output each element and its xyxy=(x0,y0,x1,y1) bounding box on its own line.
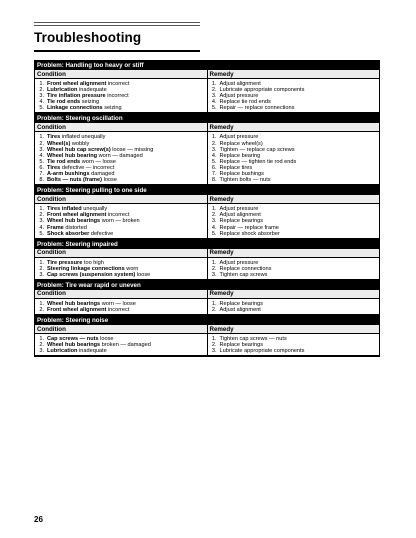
remedy-header: Remedy xyxy=(209,70,234,78)
item-number: 3. xyxy=(211,348,217,355)
problem-section xyxy=(34,315,380,357)
item-number: 6. xyxy=(211,164,217,171)
item-number: 4. xyxy=(39,152,44,159)
remedy-text: Lubricate appropriate components xyxy=(219,87,305,94)
condition-list xyxy=(35,258,208,279)
condition-state: inadequate xyxy=(77,87,107,94)
section-body xyxy=(35,204,379,238)
condition-component: Linkage connections xyxy=(47,105,103,112)
item-number: 3. xyxy=(39,348,44,355)
item-number: 1. xyxy=(211,206,217,213)
problem-heading: Problem: Handling too heavy or stiff xyxy=(35,61,379,70)
item-number: 7. xyxy=(39,171,44,178)
condition-state: incorrect xyxy=(106,81,130,87)
problem-section xyxy=(34,60,380,113)
item-number: 2. xyxy=(211,307,217,314)
remedy-text: Adjust alignment xyxy=(219,307,261,314)
problem-heading: Problem: Steering noise xyxy=(35,316,379,325)
column-header-row xyxy=(35,123,379,132)
section-body xyxy=(35,132,379,185)
remedy-list xyxy=(208,204,380,237)
condition-component: Wheel hub bearings xyxy=(47,300,101,307)
item-number: 3. xyxy=(39,93,44,100)
item-number: 5. xyxy=(39,105,44,112)
condition-state: loose — missing xyxy=(110,146,154,153)
condition-component: Tire pressure xyxy=(47,259,83,266)
remedy-item xyxy=(210,105,378,111)
item-number: 1. xyxy=(211,134,217,141)
condition-state: incorrect xyxy=(106,212,130,219)
remedy-item xyxy=(210,348,378,354)
item-number: 3. xyxy=(39,218,44,225)
condition-state: defective — incorrect xyxy=(60,164,115,171)
condition-item xyxy=(37,348,205,354)
item-number: 5. xyxy=(211,105,217,112)
condition-state: incorrect xyxy=(106,307,130,314)
column-header-row xyxy=(35,70,379,79)
condition-component: Tie rod ends xyxy=(47,158,81,165)
item-number: 2. xyxy=(39,140,44,147)
remedy-text: Lubricate appropriate components xyxy=(219,348,305,355)
column-header-row xyxy=(35,195,379,204)
column-header-row xyxy=(35,249,379,258)
troubleshooting-table xyxy=(34,60,380,357)
condition-state: loose xyxy=(135,271,151,278)
condition-component: Tires xyxy=(47,134,61,141)
item-number: 5. xyxy=(211,230,217,237)
condition-component: Lubrication xyxy=(47,87,78,94)
condition-state: unequally xyxy=(81,206,108,213)
item-number: 3. xyxy=(39,146,44,153)
condition-state: seizing xyxy=(80,99,100,106)
condition-component: Front wheel alignment xyxy=(47,307,107,314)
condition-component: Frame xyxy=(47,224,64,231)
condition-item xyxy=(37,272,205,278)
item-number: 2. xyxy=(39,342,44,349)
condition-header: Condition xyxy=(35,249,208,257)
item-number: 1. xyxy=(39,134,44,141)
item-number: 3. xyxy=(211,271,217,278)
remedy-text: Tighten bolts — nuts xyxy=(219,177,271,184)
condition-state: worn — loose xyxy=(100,300,136,307)
problem-section xyxy=(34,113,380,185)
remedy-item xyxy=(210,307,378,313)
item-number: 1. xyxy=(211,336,217,343)
condition-header: Condition xyxy=(35,325,208,333)
item-number: 2. xyxy=(39,307,44,314)
page-number: 26 xyxy=(34,515,43,524)
condition-component: Lubrication xyxy=(47,348,78,355)
remedy-item xyxy=(210,177,378,183)
remedy-text: Replace tires xyxy=(219,164,253,171)
condition-header: Condition xyxy=(35,290,208,298)
remedy-list xyxy=(208,334,380,355)
condition-state: worn — damaged xyxy=(97,152,143,159)
remedy-text: Repair — replace connections xyxy=(219,105,295,112)
section-body xyxy=(35,79,379,113)
condition-list xyxy=(35,132,208,184)
condition-component: Bolts — nuts (frame) xyxy=(47,177,103,184)
item-number: 1. xyxy=(39,300,44,307)
item-number: 7. xyxy=(211,171,217,178)
remedy-list xyxy=(208,79,380,112)
section-body xyxy=(35,258,379,280)
remedy-text: Replace bearings xyxy=(219,300,264,307)
condition-component: Front wheel alignment xyxy=(47,81,107,87)
item-number: 4. xyxy=(211,224,217,231)
condition-item xyxy=(37,307,205,313)
column-header-row xyxy=(35,325,379,334)
page-title: Troubleshooting xyxy=(34,30,142,45)
condition-header: Condition xyxy=(35,70,208,78)
remedy-list xyxy=(208,132,380,184)
condition-state: damaged xyxy=(89,171,115,178)
item-number: 4. xyxy=(211,99,217,106)
item-number: 5. xyxy=(39,158,44,165)
item-number: 3. xyxy=(211,218,217,225)
condition-component: Tires xyxy=(47,164,61,171)
remedy-list xyxy=(208,258,380,279)
problem-section xyxy=(34,239,380,280)
condition-component: Tire inflation pressure xyxy=(47,93,106,100)
condition-state: worn — broken xyxy=(100,218,140,225)
item-number: 1. xyxy=(211,81,217,87)
item-number: 1. xyxy=(39,259,44,266)
condition-component: Front wheel alignment xyxy=(47,212,107,219)
remedy-text: Adjust pressure xyxy=(219,259,259,266)
title-underline xyxy=(34,50,200,52)
condition-state: inadequate xyxy=(77,348,107,355)
item-number: 5. xyxy=(211,158,217,165)
item-number: 3. xyxy=(211,146,217,153)
item-number: 2. xyxy=(211,87,217,94)
remedy-text: Repair — replace frame xyxy=(219,224,279,231)
item-number: 8. xyxy=(211,177,217,184)
remedy-text: Adjust alignment xyxy=(219,81,261,87)
column-header-row xyxy=(35,290,379,299)
condition-header: Condition xyxy=(35,123,208,131)
condition-header: Condition xyxy=(35,195,208,203)
item-number: 5. xyxy=(39,230,44,237)
condition-component: Tires inflated xyxy=(47,206,82,213)
remedy-header: Remedy xyxy=(209,249,234,257)
condition-list xyxy=(35,204,208,237)
condition-state: loose xyxy=(102,177,117,184)
item-number: 1. xyxy=(39,336,44,343)
condition-state: loose xyxy=(98,336,114,343)
condition-component: Shock absorber xyxy=(47,230,90,237)
item-number: 6. xyxy=(39,164,44,171)
item-number: 2. xyxy=(211,212,217,219)
item-number: 3. xyxy=(39,271,44,278)
condition-state: defective xyxy=(89,230,114,237)
condition-state: wobbly xyxy=(70,140,90,147)
item-number: 2. xyxy=(39,87,44,94)
condition-state: seizing xyxy=(102,105,122,112)
remedy-text: Replace wheel(s) xyxy=(219,140,263,147)
remedy-text: Adjust pressure xyxy=(219,134,259,141)
condition-state: too high xyxy=(82,259,104,266)
remedy-header: Remedy xyxy=(209,123,234,131)
condition-list xyxy=(35,79,208,112)
problem-section xyxy=(34,185,380,238)
condition-component: Tie rod ends xyxy=(47,99,81,106)
remedy-text: Tighten — replace cap screws xyxy=(219,146,295,153)
remedy-text: Replace — tighten tie rod ends xyxy=(219,158,297,165)
item-number: 2. xyxy=(211,265,217,272)
condition-state: distorted xyxy=(63,224,87,231)
item-number: 2. xyxy=(211,342,217,349)
problem-heading: Problem: Steering pulling to one side xyxy=(35,186,379,195)
section-body xyxy=(35,299,379,315)
problem-heading: Problem: Tire wear rapid or uneven xyxy=(35,281,379,290)
item-number: 4. xyxy=(211,152,217,159)
header-rules xyxy=(34,22,200,28)
condition-list xyxy=(35,299,208,314)
condition-component: Wheel hub bearings xyxy=(47,342,101,349)
item-number: 2. xyxy=(39,265,44,272)
remedy-list xyxy=(208,299,380,314)
condition-component: Wheel(s) xyxy=(47,140,71,147)
remedy-header: Remedy xyxy=(209,195,234,203)
item-number: 1. xyxy=(39,206,44,213)
remedy-text: Replace connections xyxy=(219,265,272,272)
section-body xyxy=(35,334,379,356)
condition-state: worn — loose xyxy=(80,158,116,165)
remedy-text: Adjust alignment xyxy=(219,212,261,219)
item-number: 3. xyxy=(211,93,217,100)
remedy-text: Tighten cap screws xyxy=(219,271,268,278)
item-number: 4. xyxy=(39,224,44,231)
remedy-text: Replace bearings xyxy=(219,342,264,349)
remedy-text: Replace bearing xyxy=(219,152,261,159)
condition-state: incorrect xyxy=(105,93,129,100)
condition-list xyxy=(35,334,208,355)
condition-state: worn xyxy=(124,265,139,272)
problem-heading: Problem: Steering impaired xyxy=(35,240,379,249)
condition-component: Wheel hub cap screw(s) xyxy=(47,146,111,153)
condition-state: inflated unequally xyxy=(60,134,106,141)
problem-heading: Problem: Steering oscillation xyxy=(35,114,379,123)
remedy-text: Replace bearings xyxy=(219,218,264,225)
remedy-text: Replace bushings xyxy=(219,171,264,178)
item-number: 1. xyxy=(39,81,44,87)
item-number: 2. xyxy=(211,140,217,147)
condition-component: Cap screws (suspension system) xyxy=(47,271,136,278)
condition-component: Wheel hub bearing xyxy=(47,152,98,159)
remedy-text: Replace tie rod ends xyxy=(219,99,271,106)
condition-state: broken — damaged xyxy=(100,342,151,349)
condition-component: Steering linkage connections xyxy=(47,265,125,272)
remedy-text: Adjust pressure xyxy=(219,93,259,100)
item-number: 1. xyxy=(211,259,217,266)
condition-item xyxy=(37,177,205,183)
item-number: 8. xyxy=(39,177,44,184)
remedy-text: Tighten cap screws — nuts xyxy=(219,336,287,343)
condition-component: A-arm bushings xyxy=(47,171,90,178)
condition-item xyxy=(37,105,205,111)
remedy-text: Adjust pressure xyxy=(219,206,259,213)
remedy-header: Remedy xyxy=(209,325,234,333)
item-number: 2. xyxy=(39,212,44,219)
condition-item xyxy=(37,231,205,237)
item-number: 4. xyxy=(39,99,44,106)
item-number: 1. xyxy=(211,300,217,307)
remedy-text: Replace shock absorber xyxy=(219,230,280,237)
condition-component: Wheel hub bearings xyxy=(47,218,101,225)
remedy-header: Remedy xyxy=(209,290,234,298)
remedy-item xyxy=(210,272,378,278)
condition-component: Cap screws — nuts xyxy=(47,336,99,343)
remedy-item xyxy=(210,231,378,237)
problem-section xyxy=(34,280,380,315)
